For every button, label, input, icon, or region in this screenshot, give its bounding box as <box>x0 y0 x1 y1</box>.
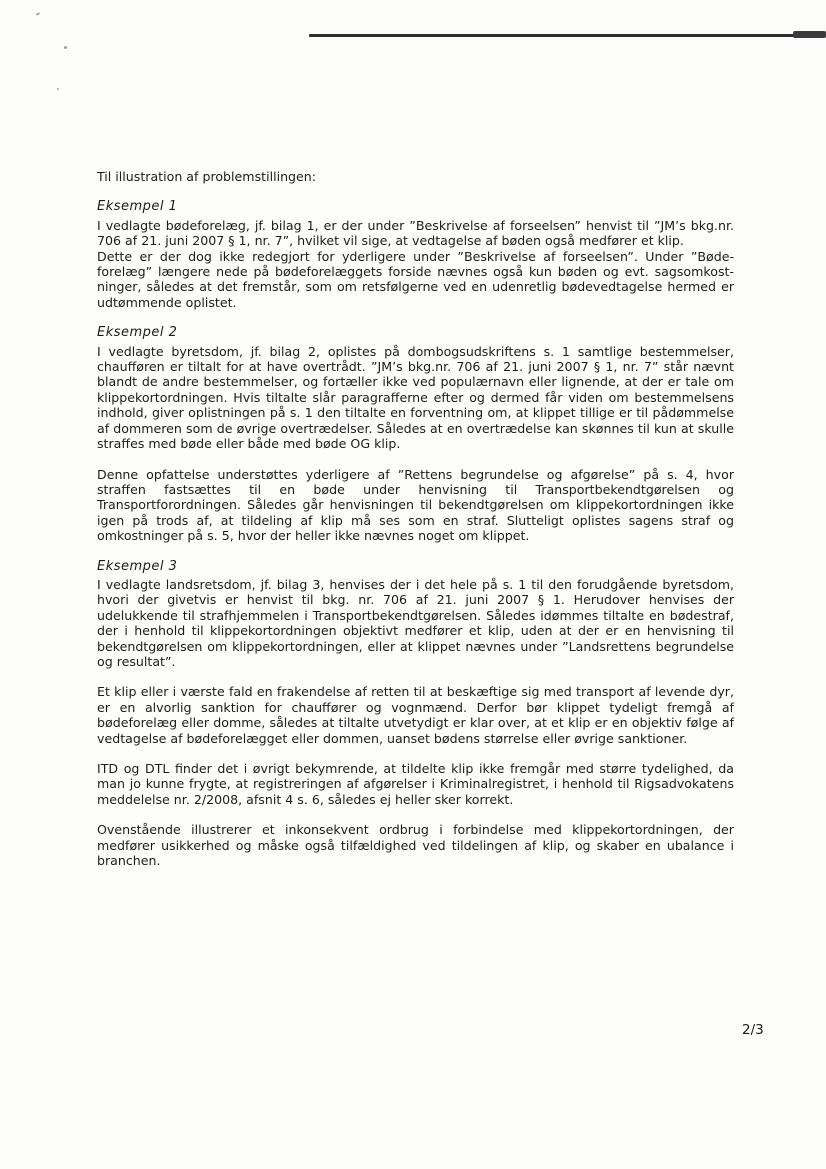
paragraph-ex2-2: Denne opfattelse understøttes yderligere af ”Rettens begrundelse og afgørelse” på s. 4, hvor straffen fastsættes til en bøde under henvisning til Transportbekendtgørelsen og Transportforordningen. Således går henvisningen til bekendtgørelsen om klippekortordningen ikke igen på trods af, at tildeling af klip må ses som en straf. Slutteligt oplistes sagens straf og omkostninger på s. 5, hvor der heller ikke nævnes noget om klippet. <box>97 466 734 544</box>
paragraph-ex3-1: I vedlagte landsretsdom, jf. bilag 3, henvises der i det hele på s. 1 til den forudgående byretsdom, hvori der givetvis er henvist til bkg. nr. 706 af 21. juni 2007 § 1. Herudover henvises der udelukkende til strafhjemmelen i Transportbekendtgørelsen. Således idømmes tiltalte en bødestraf, der i henhold til klippekortordningen objektivt medfører et klip, uden at der er en henvisning til bekendtgørelsen om klippekortordningen, eller at klippet nævnes under ”Landsrettens begrundelse og resultat”. <box>97 576 734 669</box>
section-heading-eksempel-1: Eksempel 1 <box>97 199 178 215</box>
paragraph-ex1-2: Dette er der dog ikke redegjort for yderligere under ”Beskrivelse af forseelsen”. Under ”Bøde-forelæg” længere nede på bødeforelæggets forside nævnes også kun bøden og evt. sagsomkost-ninger, således at det fremstår, som om retsfølgerne ved en udenretlig bødevedtagelse hermed er udtømmende oplistet. <box>97 248 734 310</box>
paragraph-ex1-1: I vedlagte bødeforelæg, jf. bilag 1, er der under ”Beskrivelse af forseelsen” henvist til ”JM’s bkg.nr. 706 af 21. juni 2007 § 1, nr. 7”, hvilket vil sige, at vedtagelse af bøden også medfører et klip. <box>97 217 734 249</box>
page-number: 2/3 <box>742 1022 764 1038</box>
scan-artifact-blob <box>793 31 826 38</box>
scan-speck <box>64 46 67 49</box>
scan-speck <box>57 88 59 90</box>
section-heading-eksempel-2: Eksempel 2 <box>97 325 178 341</box>
document-body <box>97 169 734 868</box>
paragraph-ex3-2: Et klip eller i værste fald en frakendelse af retten til at beskæftige sig med transport af levende dyr, er en alvorlig sanktion for chauffører og vognmænd. Derfor bør klippet tydeligt fremgå af bødeforelæg eller domme, således at tiltalte utvetydigt er klar over, at et klip er en objektiv følge af vedtagelse af bødeforelægget eller dommen, uanset bødens størrelse eller øvrige sanktioner. <box>97 684 734 746</box>
paragraph-ex3-3: ITD og DTL finder det i øvrigt bekymrende, at tildelte klip ikke fremgår med større tydelighed, da man jo kunne frygte, at registreringen af afgørelser i Kriminalregistret, i henhold til Rigsadvokatens meddelelse nr. 2/2008, afsnit 4 s. 6, således ej heller sker korrekt. <box>97 761 734 807</box>
intro-line: Til illustration af problemstillingen: <box>97 169 317 184</box>
section-heading-eksempel-3: Eksempel 3 <box>97 558 178 574</box>
paragraph-ex3-4: Ovenstående illustrerer et inkonsekvent ordbrug i forbindelse med klippekortordningen, der medfører usikkerhed og måske også tilfældighed ved tildelingen af klip, og skaber en ubalance i branchen. <box>97 822 734 869</box>
scan-speck <box>36 12 40 16</box>
scan-artifact-line <box>309 34 809 37</box>
paragraph-ex2-1: I vedlagte byretsdom, jf. bilag 2, oplistes på dombogsudskriftens s. 1 samtlige bestemmelser, chaufføren er tiltalt for at have overtrådt. ”JM’s bkg.nr. 706 af 21. juni 2007 § 1, nr. 7” står nævnt blandt de andre bestemmelser, og fortæller ikke ved populærnavn eller lignende, at der er tale om klippekortordningen. Hvis tiltalte slår paragrafferne efter og dermed får viden om bestemmelsens indhold, giver oplistningen på s. 1 den tiltalte en forventning om, at klippet tillige er til pådømmelse af dommeren som de øvrige overtrædelser. Således at en overtrædelse kan skønnes til kun at skulle straffes med bøde eller både med bøde OG klip. <box>97 343 734 452</box>
